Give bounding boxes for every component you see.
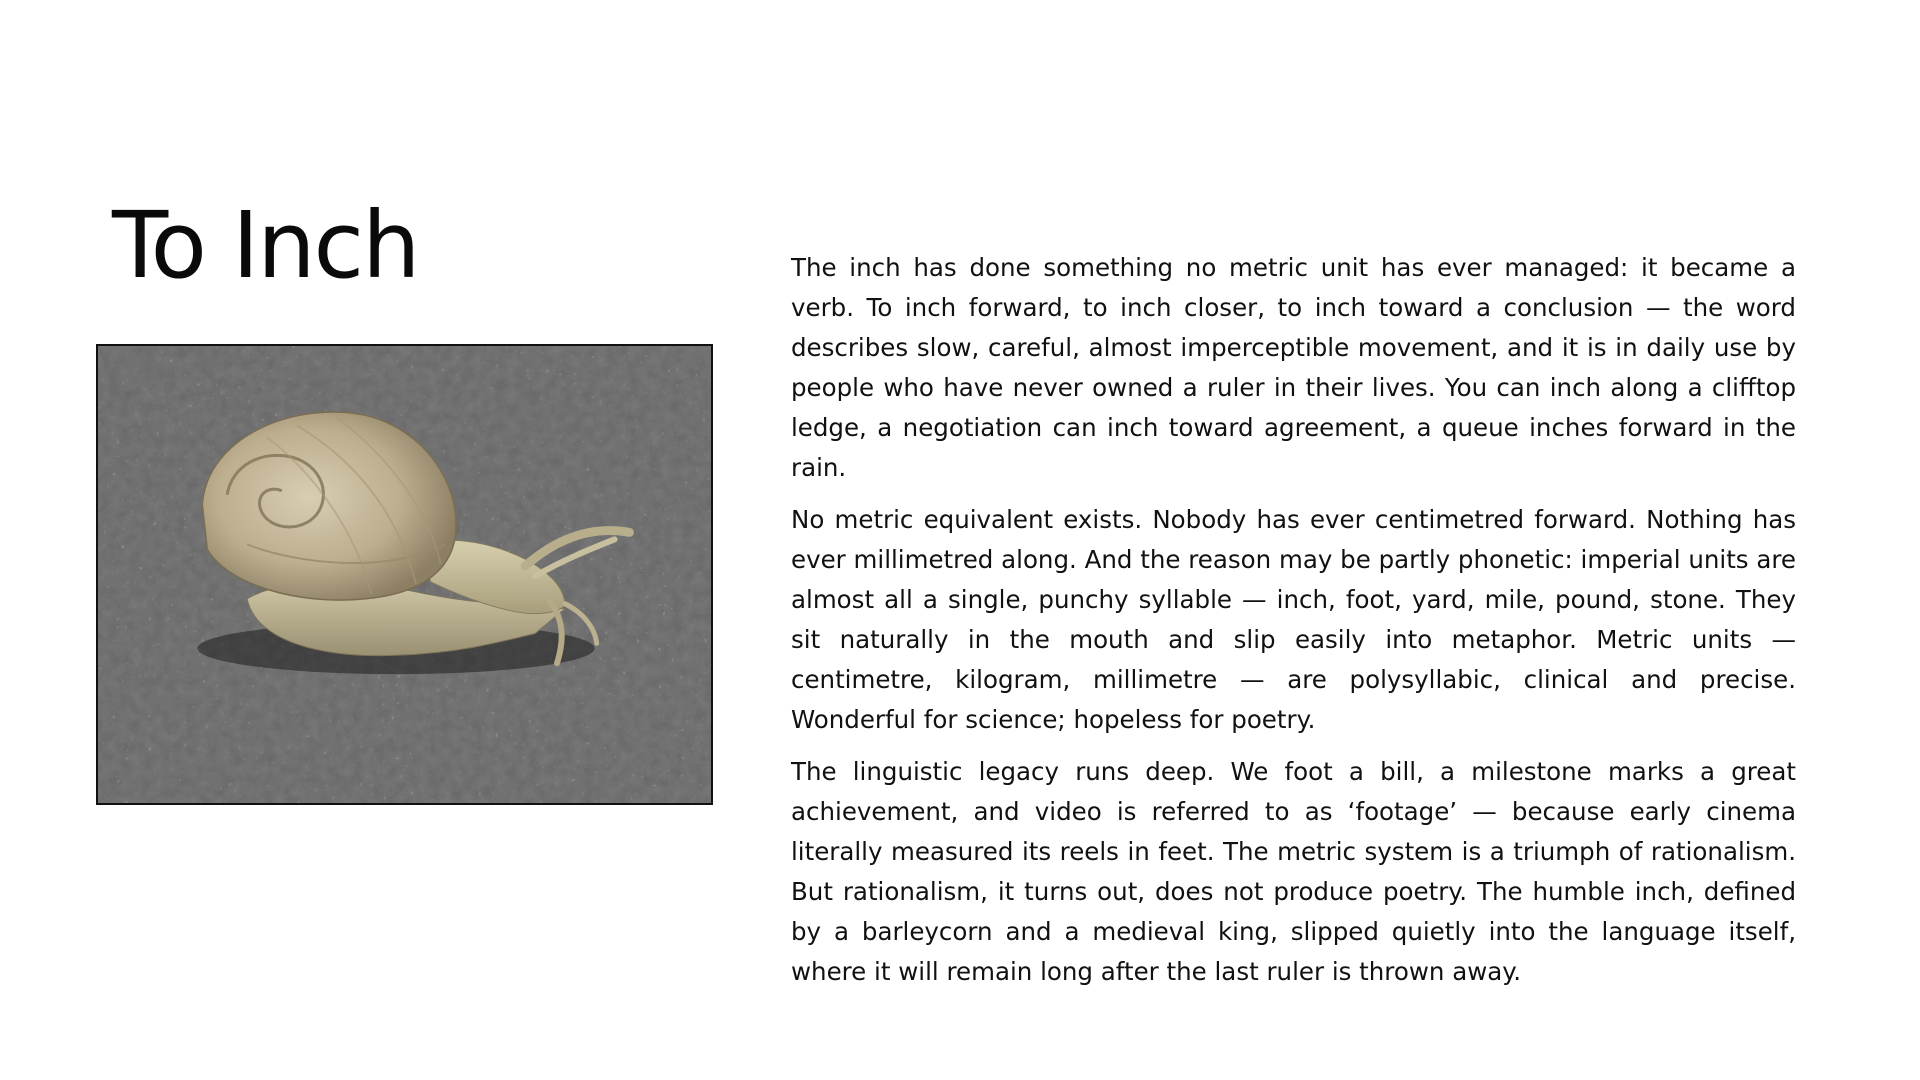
paragraph-3: The linguistic legacy runs deep. We foot a bill, a milestone marks a great achievement, and video is referred to as ‘footage’ — because early cinema literally measured its reels in feet. The metric system is a triumph of rationalism. But rationalism, it turns out, does not produce poetry. The humble inch, defined by a barleycorn and a medieval king, slipped quietly into the language itself, where it will remain long after the last ruler is thrown away. [791,757,1796,986]
page-title: To Inch [112,192,419,299]
paragraph-2: No metric equivalent exists. Nobody has ever centimetred forward. Nothing has ever millimetred along. And the reason may be partly phonetic: imperial units are almost all a single, punchy syllable — inch, foot, yard, mile, pound, stone. They sit naturally in the mouth and slip easily into metaphor. Metric units — centimetre, kilogram, millimetre — are polysyllabic, clinical and precise. Wonderful for science; hopeless for poetry. [791,505,1796,734]
snail-photo [96,344,713,805]
article-body [791,248,1796,1004]
paragraph-1: The inch has done something no metric unit has ever managed: it became a verb. To inch forward, to inch closer, to inch toward a conclusion — the word describes slow, careful, almost imperceptible movement, and it is in daily use by people who have never owned a ruler in their lives. You can inch along a clifftop ledge, a negotiation can inch toward agreement, a queue inches forward in the rain. [791,253,1796,482]
